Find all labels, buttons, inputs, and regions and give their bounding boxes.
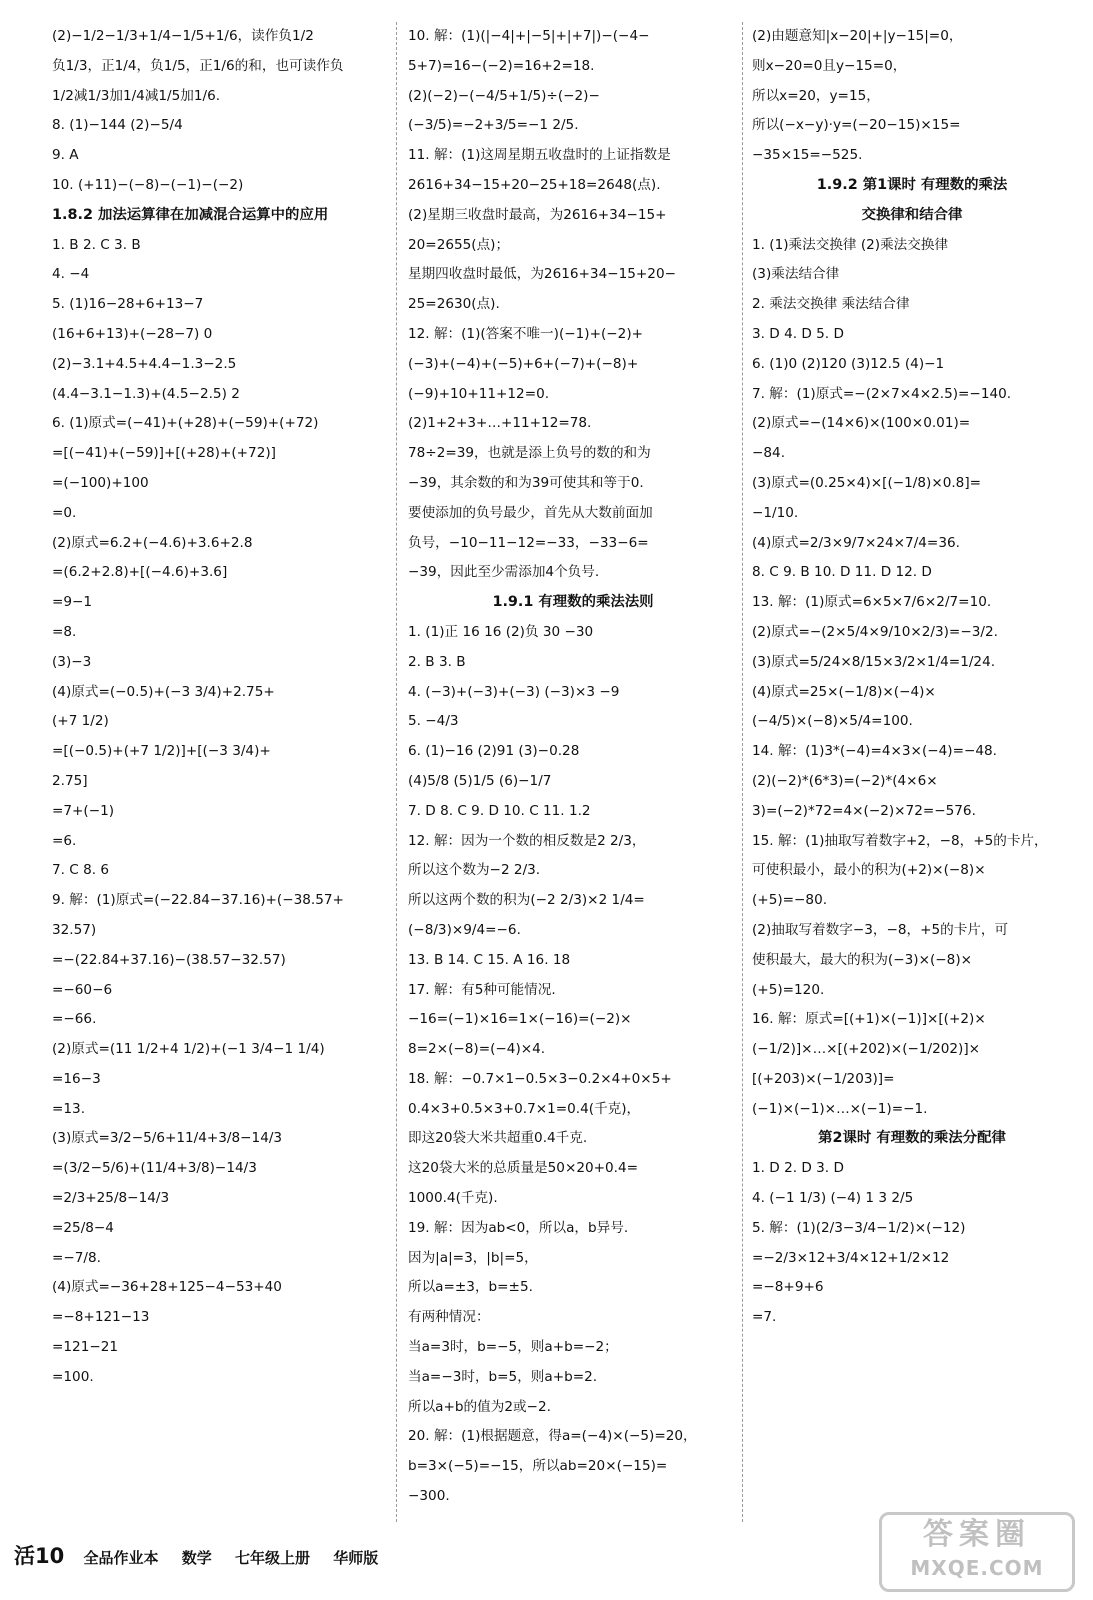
answer-line: 10. 解：(1)(|−4|+|−5|+|+7|)−(−4− [408, 28, 650, 44]
answer-line: 9. 解：(1)原式=(−22.84−37.16)+(−38.57+ [52, 892, 344, 909]
answer-line: =−(22.84+37.16)−(38.57−32.57) [52, 951, 286, 968]
answer-line: 15. 解：(1)抽取写着数字+2，−8，+5的卡片， [752, 832, 1048, 849]
grade-label: 七年级上册 [234, 1549, 310, 1567]
answer-line: =[(−41)+(−59)]+[(+28)+(+72)] [52, 445, 276, 462]
answer-line: (3)乘法结合律 [752, 266, 840, 283]
answer-line: −16=(−1)×16=1×(−16)=(−2)× [408, 1011, 632, 1028]
answer-line: 18. 解：−0.7×1−0.5×3−0.2×4+0×5+ [408, 1070, 672, 1087]
answer-line: =6. [52, 832, 77, 849]
answer-line: (3)原式=(0.25×4)×[(−1/8)×0.8]= [752, 474, 982, 491]
answer-line: 所以这个数为−2 2/3. [408, 862, 541, 879]
section-heading: 交换律和结合律 [861, 206, 963, 223]
answer-line: (4)5/8 (5)1/5 (6)−1/7 [408, 772, 552, 789]
answer-line: (3)−3 [52, 653, 92, 670]
answer-line: b=3×(−5)=−15，所以ab=20×(−15)= [408, 1458, 668, 1475]
answer-line: (4)原式=2/3×9/7×24×7/4=36. [752, 534, 960, 551]
answer-line: 32.57) [52, 921, 97, 938]
answer-line: (−1)×(−1)×…×(−1)=−1. [752, 1100, 928, 1117]
answer-line: 则x−20=0且y−15=0， [752, 57, 907, 74]
answer-line: 5. −4/3 [408, 713, 459, 730]
answer-line: 4. −4 [52, 266, 90, 283]
answer-line: (2)原式=−(2×5/4×9/10×2/3)=−3/2. [752, 623, 998, 640]
answer-line: (2)−3.1+4.5+4.4−1.3−2.5 [52, 355, 237, 372]
answer-line: =7. [752, 1309, 777, 1326]
answer-line: 因为|a|=3，|b|=5， [408, 1249, 538, 1266]
answer-line: =25/8−4 [52, 1219, 114, 1236]
answer-line: 0.4×3+0.5×3+0.7×1=0.4(千克)， [408, 1100, 641, 1117]
book-title: 全品作业本 [83, 1549, 159, 1567]
answer-column-3 [752, 22, 1072, 1522]
answer-line: 当a=3时，b=−5，则a+b=−2； [408, 1339, 618, 1356]
answer-line: =−60−6 [52, 981, 113, 998]
answer-line: (4)原式=25×(−1/8)×(−4)× [752, 683, 936, 700]
answer-line: =0. [52, 504, 77, 521]
watermark-url: MXQE.COM [910, 1556, 1044, 1580]
answer-line: (2)星期三收盘时最高，为2616+34−15+ [408, 206, 667, 223]
answer-line: 使积最大，最大的积为(−3)×(−8)× [752, 951, 973, 968]
answer-line: 7. D 8. C 9. D 10. C 11. 1.2 [408, 802, 591, 819]
answer-line: (2)原式=6.2+(−4.6)+3.6+2.8 [52, 534, 253, 551]
answer-line: 即这20袋大米共超重0.4千克. [408, 1130, 588, 1147]
answer-line: (4)原式=(−0.5)+(−3 3/4)+2.75+ [52, 683, 275, 700]
answer-line: (−1/2)]×…×[(+202)×(−1/202)]× [752, 1041, 981, 1058]
answer-line: 25=2630(点). [408, 296, 500, 313]
column-divider-2 [742, 22, 743, 1522]
answer-line: 所以(−x−y)·y=(−20−15)×15= [752, 117, 961, 134]
answer-line: (+5)=120. [752, 981, 825, 998]
answer-line: (2)1+2+3+…+11+12=78. [408, 415, 592, 432]
answer-line: [(+203)×(−1/203)]= [752, 1070, 895, 1087]
answer-line: (2)−1/2−1/3+1/4−1/5+1/6，读作负1/2 [52, 28, 314, 44]
answer-line: 10. (+11)−(−8)−(−1)−(−2) [52, 176, 244, 193]
section-heading: 1.9.1 有理数的乘法法则 [492, 594, 654, 611]
answer-line: 负号，−10−11−12=−33，−33−6= [408, 534, 649, 551]
answer-line: 1/2减1/3加1/4减1/5加1/6. [52, 87, 221, 104]
answer-line: 6. (1)0 (2)120 (3)12.5 (4)−1 [752, 355, 945, 372]
answer-line: 所以a=±3，b=±5. [408, 1279, 533, 1296]
answer-line: 8=2×(−8)=(−4)×4. [408, 1041, 546, 1058]
answer-line: −300. [408, 1488, 450, 1505]
answer-line: =13. [52, 1100, 86, 1117]
answer-line: =[(−0.5)+(+7 1/2)]+[(−3 3/4)+ [52, 743, 271, 760]
answer-line: (−9)+10+11+12=0. [408, 385, 550, 402]
answer-line: =100. [52, 1368, 94, 1385]
edition-label: 华师版 [333, 1549, 379, 1567]
answer-line: (+5)=−80. [752, 892, 828, 909]
watermark-logo [879, 1512, 1075, 1592]
answer-line: 9. A [52, 147, 79, 164]
answer-line: 1. B 2. C 3. B [52, 236, 141, 253]
answer-line: (3)原式=3/2−5/6+11/4+3/8−14/3 [52, 1130, 283, 1147]
answer-line: =(−100)+100 [52, 474, 149, 491]
answer-line: (2)(−2)*(6*3)=(−2)*(4×6× [752, 772, 938, 789]
answer-line: 可使积最小，最小的积为(+2)×(−8)× [752, 862, 986, 879]
answer-line: =2/3+25/8−14/3 [52, 1190, 170, 1207]
answer-line: 有两种情况： [408, 1309, 490, 1326]
answer-line: 5. 解：(1)(2/3−3/4−1/2)×(−12) [752, 1219, 966, 1236]
answer-line: 8. (1)−144 (2)−5/4 [52, 117, 183, 134]
answer-line: (16+6+13)+(−28−7) 0 [52, 325, 213, 342]
answer-line: 20=2655(点)； [408, 236, 510, 253]
watermark-text: 答案圈 [923, 1517, 1031, 1552]
subject-label: 数学 [181, 1549, 212, 1567]
answer-line: 1. D 2. D 3. D [752, 1160, 844, 1177]
answer-line: 2. 乘法交换律 乘法结合律 [752, 296, 910, 313]
answer-line: =−8+9+6 [752, 1279, 824, 1296]
answer-line: (−3)+(−4)+(−5)+6+(−7)+(−8)+ [408, 355, 639, 372]
answer-line: 3. D 4. D 5. D [752, 325, 844, 342]
answer-line: 2.75] [52, 772, 88, 789]
answer-line: 当a=−3时，b=5，则a+b=2. [408, 1368, 598, 1385]
answer-line: (−4/5)×(−8)×5/4=100. [752, 713, 913, 730]
column-divider-1 [396, 22, 397, 1522]
answer-line: 所以a+b的值为2或−2. [408, 1398, 551, 1415]
answer-line: 8. C 9. B 10. D 11. D 12. D [752, 564, 932, 581]
answer-line: 2616+34−15+20−25+18=2648(点). [408, 176, 661, 193]
answer-line: 所以x=20，y=15， [752, 87, 880, 104]
answer-line: 所以这两个数的积为(−2 2/3)×2 1/4= [408, 892, 645, 909]
answer-line: =−8+121−13 [52, 1309, 150, 1326]
answer-line: 要使添加的负号最少，首先从大数前面加 [408, 504, 653, 521]
answer-line: =(3/2−5/6)+(11/4+3/8)−14/3 [52, 1160, 257, 1177]
answer-line: (2)原式=−(14×6)×(100×0.01)= [752, 415, 971, 432]
answer-line: 5. (1)16−28+6+13−7 [52, 296, 204, 313]
answer-line: 4. (−1 1/3) (−4) 1 3 2/5 [752, 1190, 914, 1207]
answer-line: 6. (1)原式=(−41)+(+28)+(−59)+(+72) [52, 415, 319, 432]
answer-line: 1. (1)正 16 16 (2)负 30 −30 [408, 623, 594, 640]
answer-line: 星期四收盘时最低，为2616+34−15+20− [408, 266, 676, 283]
answer-line: 3)=(−2)*72=4×(−2)×72=−576. [752, 802, 976, 819]
answer-line: (4)原式=−36+28+125−4−53+40 [52, 1279, 282, 1296]
answer-line: =−7/8. [52, 1249, 101, 1266]
page-number: 活10 [14, 1544, 65, 1568]
answer-line: −39，因此至少需添加4个负号. [408, 564, 600, 581]
answer-line: 19. 解：因为ab<0，所以a，b异号. [408, 1219, 629, 1236]
answer-line: 5+7)=16−(−2)=16+2=18. [408, 57, 595, 74]
answer-line: (−8/3)×9/4=−6. [408, 921, 521, 938]
answer-line: (2)由题意知|x−20|+|y−15|=0， [752, 28, 963, 44]
answer-line: =121−21 [52, 1339, 119, 1356]
answer-line: 12. 解：(1)(答案不唯一)(−1)+(−2)+ [408, 325, 644, 342]
answer-line: 20. 解：(1)根据题意，得a=(−4)×(−5)=20， [408, 1428, 697, 1445]
answer-line: 13. 解：(1)原式=6×5×7/6×2/7=10. [752, 594, 992, 611]
answer-line: 11. 解：(1)这周星期五收盘时的上证指数是 [408, 147, 671, 164]
answer-line: 这20袋大米的总质量是50×20+0.4= [408, 1160, 639, 1177]
section-heading: 1.8.2 加法运算律在加减混合运算中的应用 [52, 206, 329, 223]
answer-line: =7+(−1) [52, 802, 115, 819]
answer-line: 16. 解：原式=[(+1)×(−1)]×[(+2)× [752, 1011, 986, 1028]
answer-line: 7. 解：(1)原式=−(2×7×4×2.5)=−140. [752, 385, 1012, 402]
answer-line: 17. 解：有5种可能情况. [408, 981, 556, 998]
page-footer [14, 1540, 378, 1570]
answer-line: (+7 1/2) [52, 713, 109, 730]
answer-line: 4. (−3)+(−3)+(−3) (−3)×3 −9 [408, 683, 620, 700]
answer-line: (3)原式=5/24×8/15×3/2×1/4=1/24. [752, 653, 996, 670]
answer-column-2 [408, 22, 738, 1522]
answer-line: =16−3 [52, 1070, 101, 1087]
answer-column-1 [52, 22, 387, 1522]
answer-line: (−3/5)=−2+3/5=−1 2/5. [408, 117, 579, 134]
answer-line: =−2/3×12+3/4×12+1/2×12 [752, 1249, 950, 1266]
answer-line: −84. [752, 445, 786, 462]
answer-line: 负1/3，正1/4，负1/5，正1/6的和，也可读作负 [52, 57, 344, 74]
answer-line: 13. B 14. C 15. A 16. 18 [408, 951, 571, 968]
answer-line: 14. 解：(1)3*(−4)=4×3×(−4)=−48. [752, 743, 997, 760]
answer-line: =8. [52, 623, 77, 640]
answer-line: 2. B 3. B [408, 653, 466, 670]
answer-line: (4.4−3.1−1.3)+(4.5−2.5) 2 [52, 385, 240, 402]
answer-line: 12. 解：因为一个数的相反数是2 2/3， [408, 832, 646, 849]
answer-line: −1/10. [752, 504, 799, 521]
answer-line: =(6.2+2.8)+[(−4.6)+3.6] [52, 564, 228, 581]
answer-line: 78÷2=39，也就是添上负号的数的和为 [408, 445, 651, 462]
answer-line: 1. (1)乘法交换律 (2)乘法交换律 [752, 236, 949, 253]
answer-line: 7. C 8. 6 [52, 862, 110, 879]
answer-line: =9−1 [52, 594, 93, 611]
answer-line: (2)抽取写着数字−3，−8，+5的卡片，可 [752, 921, 1009, 938]
section-heading: 1.9.2 第1课时 有理数的乘法 [816, 176, 1008, 193]
answer-line: 6. (1)−16 (2)91 (3)−0.28 [408, 743, 580, 760]
answer-line: 1000.4(千克). [408, 1190, 498, 1207]
answer-line: =−66. [52, 1011, 97, 1028]
answer-line: (2)(−2)−(−4/5+1/5)÷(−2)− [408, 87, 600, 104]
section-heading: 第2课时 有理数的乘法分配律 [818, 1130, 1006, 1147]
answer-line: −35×15=−525. [752, 147, 863, 164]
answer-line: (2)原式=(11 1/2+4 1/2)+(−1 3/4−1 1/4) [52, 1041, 325, 1058]
answer-line: −39，其余数的和为39可使其和等于0. [408, 474, 644, 491]
